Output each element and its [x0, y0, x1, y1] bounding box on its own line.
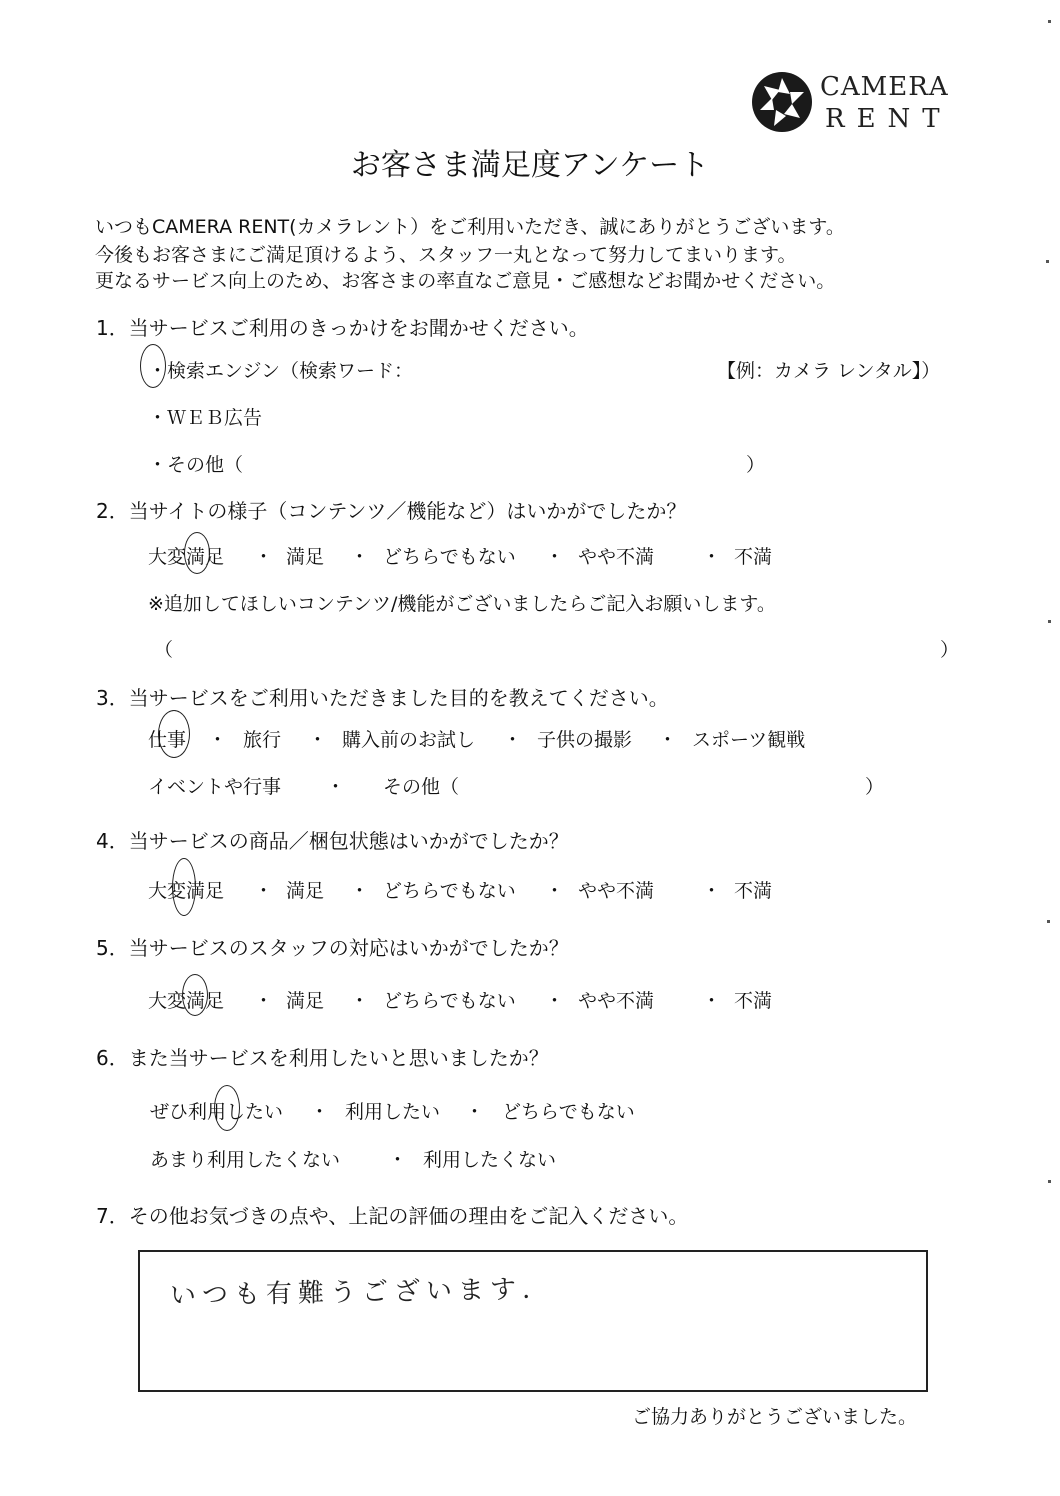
separator: ・ — [254, 990, 274, 1012]
separator: ・ — [388, 1149, 408, 1171]
thanks-message: ご協力ありがとうございました。 — [632, 1406, 918, 1428]
q4-option-very-satisfied[interactable]: 大変満足 — [148, 880, 225, 902]
separator: ・ — [254, 880, 274, 902]
separator: ・ — [350, 546, 370, 568]
intro-line-2: 今後もお客さまにご満足頂けるよう、スタッフ一丸となって努力してまいります。 — [95, 244, 797, 266]
separator: ・ — [465, 1101, 485, 1123]
q5-option-very-satisfied[interactable]: 大変満足 — [148, 990, 225, 1012]
intro-line-1: いつもCAMERA RENT(カメラレント）をご利用いただき、誠にありがとうございます。 — [95, 216, 845, 238]
handwritten-circle-mark — [158, 710, 190, 758]
separator: ・ — [254, 546, 274, 568]
separator: ・ — [350, 990, 370, 1012]
q1-option-other[interactable]: ・その他（ — [148, 454, 244, 476]
separator: ・ — [326, 776, 346, 798]
scan-speck — [1048, 1180, 1051, 1183]
q2-option-dissatisfied[interactable]: 不満 — [734, 546, 773, 568]
aperture-icon — [750, 70, 814, 134]
q1-option-search-engine[interactable]: ・検索エンジン（検索ワード： — [148, 360, 414, 382]
handwritten-comment: いつも有難うございます. — [169, 1274, 537, 1311]
q6-option-definitely[interactable]: ぜひ利用したい — [150, 1101, 284, 1123]
scan-speck — [1048, 20, 1051, 23]
q2-option-very-satisfied[interactable]: 大変満足 — [148, 546, 225, 568]
q2-note: ※追加してほしいコンテンツ/機能がございましたらご記入お願いします。 — [148, 593, 776, 615]
handwritten-circle-mark — [184, 532, 210, 574]
separator: ・ — [658, 729, 678, 751]
q5-option-somewhat-dissatisfied[interactable]: やや不満 — [578, 990, 655, 1012]
handwritten-circle-mark — [172, 858, 196, 916]
separator: ・ — [503, 729, 523, 751]
question-3: 3．当サービスをご利用いただきました目的を教えてください。 — [96, 686, 669, 710]
q2-open-paren: （ — [154, 639, 174, 661]
separator: ・ — [350, 880, 370, 902]
separator: ・ — [545, 880, 565, 902]
separator: ・ — [545, 990, 565, 1012]
scan-speck — [1048, 620, 1051, 623]
intro-line-3: 更なるサービス向上のため、お客さまの率直なご意見・ご感想などお聞かせください。 — [95, 270, 836, 292]
scan-speck — [1046, 260, 1049, 263]
q6-option-neutral[interactable]: どちらでもない — [502, 1101, 635, 1123]
question-6: 6．また当サービスを利用したいと思いましたか？ — [96, 1046, 549, 1070]
q1-other-close-paren: ） — [746, 454, 766, 476]
q2-option-satisfied[interactable]: 満足 — [286, 546, 325, 568]
handwritten-circle-mark — [140, 344, 166, 388]
q1-search-example: 【例：カメラ レンタル】） — [717, 360, 941, 382]
q5-option-dissatisfied[interactable]: 不満 — [734, 990, 773, 1012]
page-title: お客さま満足度アンケート — [350, 148, 710, 183]
question-7: 7．その他お気づきの点や、上記の評価の理由をご記入ください。 — [96, 1204, 689, 1228]
q3-option-child-photos[interactable]: 子供の撮影 — [537, 729, 633, 751]
separator: ・ — [702, 990, 722, 1012]
q3-other-close-paren: ） — [865, 776, 885, 798]
q6-option-not-really[interactable]: あまり利用したくない — [150, 1149, 341, 1171]
question-1: 1．当サービスご利用のきっかけをお聞かせください。 — [96, 316, 589, 340]
q3-option-sports[interactable]: スポーツ観戦 — [692, 729, 806, 751]
logo-text-camera: CAMERA — [820, 72, 949, 102]
q1-option-web-ad[interactable]: ・ＷＥＢ広告 — [148, 407, 263, 429]
q3-option-other[interactable]: その他（ — [383, 776, 460, 798]
handwritten-circle-mark — [182, 974, 208, 1016]
q6-option-yes[interactable]: 利用したい — [345, 1101, 441, 1123]
q3-option-events[interactable]: イベントや行事 — [148, 776, 282, 798]
q4-option-neutral[interactable]: どちらでもない — [383, 880, 516, 902]
handwritten-circle-mark — [214, 1085, 240, 1131]
logo-text-rent: RENT — [825, 104, 952, 134]
q3-option-work[interactable]: 仕事 — [148, 729, 187, 751]
separator: ・ — [208, 729, 228, 751]
separator: ・ — [702, 546, 722, 568]
q6-option-no[interactable]: 利用したくない — [423, 1149, 557, 1171]
separator: ・ — [310, 1101, 330, 1123]
q2-option-somewhat-dissatisfied[interactable]: やや不満 — [578, 546, 655, 568]
question-4: 4．当サービスの商品／梱包状態はいかがでしたか？ — [96, 829, 569, 853]
q4-option-somewhat-dissatisfied[interactable]: やや不満 — [578, 880, 655, 902]
q3-option-trial[interactable]: 購入前のお試し — [342, 729, 476, 751]
question-2: 2．当サイトの様子（コンテンツ／機能など）はいかがでしたか？ — [96, 499, 687, 523]
question-5: 5．当サービスのスタッフの対応はいかがでしたか？ — [96, 936, 569, 960]
q2-option-neutral[interactable]: どちらでもない — [383, 546, 516, 568]
q4-option-dissatisfied[interactable]: 不満 — [734, 880, 773, 902]
scan-speck — [1047, 920, 1050, 923]
q4-option-satisfied[interactable]: 満足 — [286, 880, 325, 902]
separator: ・ — [308, 729, 328, 751]
q5-option-satisfied[interactable]: 満足 — [286, 990, 325, 1012]
separator: ・ — [545, 546, 565, 568]
company-logo — [750, 70, 950, 140]
q3-option-travel[interactable]: 旅行 — [243, 729, 282, 751]
q5-option-neutral[interactable]: どちらでもない — [383, 990, 516, 1012]
separator: ・ — [702, 880, 722, 902]
q2-close-paren: ） — [940, 639, 960, 661]
